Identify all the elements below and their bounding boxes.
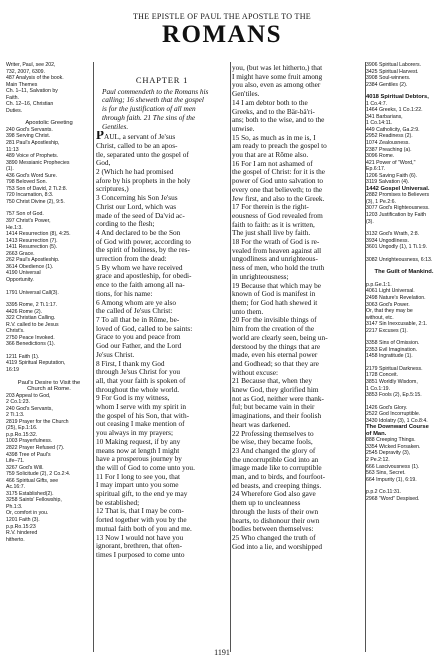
margin-reference: 398 Serving Christ.: [6, 133, 51, 140]
verse-line: 8 First, I thank my God: [96, 359, 165, 368]
margin-reference: 666 Lascivousness (1).: [366, 463, 420, 470]
margin-reference: (3).: [366, 218, 374, 225]
margin-reference: 2750 Peace Invoked.: [6, 334, 55, 341]
margin-reference: 3132 God's Wrath, 2:8.: [366, 231, 420, 238]
margin-reference: Paul's Desire to Visit the: [17, 379, 81, 386]
verse-line: throughout the whole world.: [96, 385, 180, 394]
verse-line: them; for God hath shewed it: [232, 298, 318, 307]
verses-column-a: [96, 131, 228, 559]
verse-line: 13 Now I would not have you: [96, 533, 184, 542]
verse-line: out ceasing I make mention of: [96, 420, 185, 429]
verse-line: loved of God, called to be saints:: [96, 324, 193, 333]
margin-reference: Church at Rome.: [27, 386, 71, 393]
verse-line: the uncorruptible God into an: [232, 455, 319, 464]
verse-line: 3 Concerning his Son Je'sus: [96, 194, 178, 203]
verse-line: heart was darkened.: [232, 420, 291, 429]
margin-reference: 3119 Salvation (4).: [366, 179, 410, 186]
margin-reference: 449 Catholicity, Ga.2:9.: [366, 126, 420, 133]
margin-reference: Ep.6:17.: [366, 166, 386, 173]
margin-reference: 3175 Established(2).: [6, 490, 54, 497]
margin-reference: 3077 God's Righteousness.: [366, 205, 430, 212]
verse-line: ful; but became vain in their: [232, 403, 315, 412]
verse-line: ans; both to the wise, and to the: [232, 116, 325, 125]
verse-line: 14 I am debtor both to the: [232, 98, 308, 107]
margin-reference: 1442 Gospel Universal.: [366, 185, 430, 192]
margin-reference: 3853 Fools (2), Ep.5:15.: [366, 392, 422, 399]
margin-reference: 2384 Gentiles (2).: [366, 81, 408, 88]
margin-reference: 487 Analysis of the book.: [6, 75, 64, 82]
margin-reference: 240 God's Servants.: [6, 126, 53, 133]
margin-reference: 4061 Light Universal.: [366, 288, 415, 295]
margin-reference: 1003 Prayerfulness.: [6, 438, 53, 445]
margin-reference: 3358 Sins of Omission.: [366, 340, 420, 347]
chapter-heading: CHAPTER 1: [135, 75, 189, 85]
margin-reference: 3147 Sin Inexcusable, 2:1.: [366, 321, 428, 328]
margin-reference: 1728 Conceit.: [366, 372, 399, 379]
verse-line: him from the creation of the: [232, 325, 315, 334]
margin-reference: Opportunity.: [6, 276, 34, 283]
margin-reference: 1201 Faith (3).: [6, 517, 40, 523]
margin-reference: without, etc.: [366, 314, 394, 321]
verse-line: eousness of God revealed from: [232, 211, 323, 220]
verse-line: all, that your faith is spoken of: [96, 376, 186, 385]
verse-line: 2 (Which he had promised: [96, 168, 174, 177]
verse-line: bodies between themselves:: [232, 525, 314, 534]
text-column-a: [96, 64, 228, 652]
margin-reference: 1413 Resurrection (7).: [6, 237, 58, 244]
margin-reference: 466 Spiritual Gifts, see: [6, 477, 59, 484]
verse-line: every one that believeth; to the: [232, 185, 323, 194]
verse-text: AUL, a servant of Je'sus: [103, 132, 176, 142]
verse-line: times I purposed to come unto: [96, 550, 185, 559]
margin-reference: Ph.1:3.: [6, 503, 23, 510]
margin-reference: 750 Christ Divine (2), 9:5.: [6, 198, 65, 205]
verse-line: unwise.: [232, 124, 255, 133]
verse-line: of God with power, according to: [96, 237, 191, 246]
margin-reference: p.p.2 Co.11:31.: [366, 489, 402, 496]
verse-line: through Je'sus Christ for you: [96, 368, 181, 377]
verse-line: be wise, they became fools,: [232, 438, 313, 447]
margin-reference: 3096 Rome.: [366, 153, 395, 160]
margin-reference: Or, that they may be: [366, 308, 413, 315]
verse-line: 15 So, as much as in me is, I: [232, 133, 316, 142]
verse-line: 9 For God is my witness,: [96, 394, 170, 403]
verse-line: 6 Among whom are ye also: [96, 298, 177, 307]
margin-reference: Faith.: [6, 94, 19, 101]
verse-line: 24 Wherefore God also gave: [232, 490, 316, 499]
verse-line: 20 For the invisible things of: [232, 316, 317, 325]
verse-line: Gen'tiles.: [232, 90, 260, 99]
margin-reference: 1458 Ingratitude (1).: [366, 353, 413, 360]
margin-reference: 4018 Spiritual Debtors,: [366, 94, 429, 101]
epistle-heading: THE EPISTLE OF PAUL THE APOSTLE TO THE: [132, 12, 311, 21]
margin-reference: 3890 Messianic Prophecies: [6, 159, 70, 166]
verse-line: ness of men, who hold the truth: [232, 264, 325, 273]
verse-line: cording to the flesh;: [96, 220, 155, 229]
verse-line: not as God, neither were thank-: [232, 394, 324, 403]
verse-line: derstood by the things that are: [232, 342, 321, 351]
margin-reference: 3934 Ungodliness.: [366, 237, 409, 244]
verse-line: ence to the faith among all na-: [96, 281, 185, 290]
margin-reference: 753 Son of David, 2 Ti.2:8.: [6, 185, 68, 192]
verse-line: the gospel of his Son, that with-: [96, 411, 190, 420]
margin-reference: 2968 "Word" Despised.: [366, 495, 420, 502]
margin-reference: 2353 Evil Imagination.: [366, 346, 418, 353]
column-rule-middle: [230, 62, 231, 652]
verse-line: am ready to preach the gospel to: [232, 142, 327, 151]
verse-line: the gospel of Christ: for it is the: [232, 168, 326, 177]
verse-line: scriptures,): [96, 185, 129, 194]
verse-line: image made like to corruptible: [232, 464, 322, 473]
verse-line: 7 To all that be in Rōme, be-: [96, 315, 180, 324]
margin-reference: 203 Appeal to God,: [6, 392, 51, 399]
margin-reference: 3082 Unrighteousness, 6:13.: [366, 256, 433, 263]
margin-reference: 2819 Prayer for the Church: [6, 418, 69, 425]
margin-reference: 1426 God's Glory.: [366, 404, 408, 411]
verse-line: the will of God to come unto you.: [96, 463, 195, 472]
verse-line: 12 That is, that I may be com-: [96, 507, 184, 516]
margin-reference: 3906 Spiritual Laborers.: [366, 62, 422, 68]
margin-reference: 281 Paul's Apostleship,: [6, 140, 60, 147]
verse-line: and Godhead; so that they are: [232, 359, 319, 368]
margin-reference: 732, 2007, 6309.: [6, 68, 45, 75]
margin-reference: 2498 Nature's Revelation.: [366, 294, 426, 301]
page-number: 1191: [214, 648, 230, 657]
verse-line: be established;: [96, 498, 140, 507]
margin-reference: (3), 1 Pe.2:6.: [366, 198, 396, 205]
margin-reference: 3267 God's Will.: [6, 464, 44, 471]
verse-line: world are clearly seen, being un-: [232, 333, 328, 342]
verse-line: 21 Because that, when they: [232, 377, 313, 386]
chapter-summary: [96, 88, 228, 132]
verse-line: have a prosperous journey by: [96, 455, 182, 464]
verse-line: ungodliness and unrighteous-: [232, 255, 318, 264]
verse-line: 23 And changed the glory of: [232, 446, 316, 455]
margin-reference: p.p.Ro.15:23: [6, 523, 36, 530]
margin-reference: 563 Sins, Secret.: [366, 470, 406, 477]
verse-line: 5 By whom we have received: [96, 263, 183, 272]
margin-reference: (25), Ep.1:16.: [6, 425, 38, 432]
verse-line: hearts, to dishonour their own: [232, 516, 320, 525]
verse-line: Christ our Lord, which was: [96, 202, 177, 211]
verse-line: Jew first, and also to the Greek.: [232, 194, 325, 203]
margin-reference: 4190 Universal: [6, 270, 41, 277]
margin-reference: p.p.Ro.15:32.: [6, 431, 38, 438]
margin-reference: 4119 Spiritual Reputation,: [6, 360, 66, 367]
margin-reference: 366 Benedictions (1).: [6, 341, 56, 348]
margin-reference: (1).: [6, 166, 14, 173]
margin-reference: 3851 Worldly Wisdom,: [366, 378, 418, 385]
summary-line: Gentiles.: [102, 122, 129, 131]
margin-reference: Christ's.: [6, 328, 25, 335]
book-title: ROMANS: [161, 21, 283, 48]
margin-reference: 1074 Zealousness.: [366, 140, 410, 147]
margin-reference: 1411 Resurrection (5).: [6, 244, 58, 251]
margin-reference: 16:19: [6, 366, 19, 373]
margin-reference: 664 Impurity (1), 6:19.: [366, 476, 417, 483]
margin-reference: 3425 Spiritual Harvest.: [366, 68, 419, 75]
margin-reference: The Guilt of Mankind.: [374, 269, 434, 276]
margin-reference: 3614 Obedience (1).: [6, 263, 54, 270]
margin-reference: 1464 Greeks, 1 Co.1:22.: [366, 107, 423, 114]
margin-reference: Ch. 1–11, Salvation by: [6, 88, 58, 95]
verse-line: ed beasts, and creeping things.: [232, 481, 322, 490]
verse-line: imaginations, and their foolish: [232, 412, 322, 421]
margin-reference: 2387 Preaching (a).: [366, 146, 412, 153]
margin-reference: 888 Creeping Things.: [366, 437, 416, 444]
margin-reference: 4398 Tree of Paul's: [6, 451, 51, 458]
margin-reference: 759 Solicitude (2), 2 Co.2:4.: [6, 471, 71, 478]
left-margin-references: [6, 62, 92, 652]
verse-line: unto them.: [232, 307, 264, 316]
verse-line: man, and to birds, and fourfoot-: [232, 473, 326, 482]
column-rule-left: [93, 62, 94, 652]
verse-line: Christ, called to be an apos-: [96, 141, 178, 150]
summary-line: is for the justification of all men: [102, 105, 196, 114]
margin-reference: Duties.: [6, 107, 23, 114]
margin-reference: Or, comfort in you.: [6, 510, 49, 517]
verse-line: 22 Professing themselves to: [232, 429, 314, 438]
right-margin-references: [366, 62, 442, 652]
verse-line: spiritual gift, to the end ye may: [96, 490, 188, 499]
margin-reference: 2545 Depravity (3),: [366, 450, 411, 457]
verse-line: urrection from the dead:: [96, 255, 167, 264]
margin-reference: Writer, Paul, see 202,: [6, 62, 56, 68]
margin-reference: 2522 God Incorruptible.: [366, 411, 421, 418]
verse-line: mutual faith both of you and me.: [96, 524, 192, 533]
margin-reference: 2 Ti.1:3.: [6, 412, 25, 419]
margin-reference: Ch. 12–16, Christian: [6, 101, 54, 108]
margin-reference: of Man.: [366, 430, 387, 437]
verse-line: 11 For I long to see you, that: [96, 472, 181, 481]
verse-line: the spirit of holiness, by the res-: [96, 246, 190, 255]
verse-line: made of the seed of Da'vid ac-: [96, 211, 185, 220]
verse-line: ignorant, brethren, that often-: [96, 542, 183, 551]
margin-reference: 1 Co.14:11.: [366, 120, 393, 127]
verse-line: without excuse:: [232, 368, 279, 377]
verse-line: God,: [96, 159, 111, 168]
margin-reference: 798 Beloved Son.: [6, 179, 47, 186]
margin-reference: 4426 Rome (2).: [6, 308, 43, 315]
verse-line: 16 For I am not ashamed of: [232, 159, 313, 168]
verse-line: tions, for his name:: [96, 289, 153, 298]
margin-reference: The Downward Course: [366, 424, 429, 431]
margin-reference: 1 Co.4:7.: [366, 100, 388, 107]
verse-line: 19 Because that which may be: [232, 281, 321, 290]
verse-line: [96, 131, 228, 142]
verse-line: God our Father, and the Lord: [96, 342, 182, 351]
verse-line: made, even his eternal power: [232, 351, 318, 360]
verse-line: in unrighteousness;: [232, 272, 289, 281]
margin-reference: 2 Co.1:23.: [6, 399, 30, 406]
margin-reference: hitherto.: [6, 536, 25, 543]
margin-reference: 489 Voice of Prophets.: [6, 153, 59, 160]
margin-reference: 2663 Grace.: [6, 250, 35, 257]
margin-reference: 3063 God's Power.: [366, 301, 410, 308]
margin-reference: 1203 Justification by Faith: [366, 212, 426, 219]
margin-reference: 2 Pe.2:12.: [366, 456, 390, 463]
verse-line: you always in my prayers;: [96, 429, 174, 438]
margin-reference: 1414 Resurrection (8), 4:25.: [6, 231, 71, 238]
verse-line: I might have some fruit among: [232, 72, 323, 81]
margin-reference: R.V. called to be Jesus: [6, 321, 59, 328]
verse-line: 17 For therein is the right-: [232, 203, 309, 212]
verse-line: 18 For the wrath of God is re-: [232, 238, 320, 247]
margin-reference: 757 Son of God.: [6, 211, 44, 218]
margin-reference: Life–71.: [6, 458, 25, 465]
margin-reference: 2179 Spiritual Darkness.: [366, 365, 423, 372]
drop-cap: P: [96, 131, 104, 142]
verse-line: grace and apostleship, for obedi-: [96, 272, 192, 281]
margin-reference: 421 Power of "Word,": [366, 159, 416, 166]
margin-reference: 2217 Excuses (1).: [366, 327, 408, 334]
margin-reference: He.1:3.: [6, 224, 23, 231]
margin-reference: 240 God's Servants,: [6, 405, 53, 412]
verse-line: Grace to you and peace from: [96, 333, 181, 342]
summary-line: through faith. 21 The sins of the: [102, 113, 196, 122]
verse-line: through the lusts of their own: [232, 507, 319, 516]
verse-line: Greeks, and to the Bär-bä'ri-: [232, 107, 315, 116]
verse-line: whom I serve with my spirit in: [96, 403, 186, 412]
verse-line: the called of Je'sus Christ:: [96, 307, 173, 316]
margin-reference: 2822 Prayer Refused (7).: [6, 444, 65, 451]
margin-reference: R.V. hindered: [6, 530, 38, 537]
margin-reference: 436 God's Word Sure.: [6, 172, 58, 179]
verse-line: means now at length I might: [96, 446, 180, 455]
margin-reference: Apostolic Greeting: [25, 120, 73, 127]
margin-reference: 720 Incarnation, 8:3.: [6, 192, 54, 199]
verse-line: power of God unto salvation to: [232, 177, 323, 186]
summary-line: Paul commendeth to the Romans his: [102, 87, 209, 96]
margin-reference: p.p.Ge.1:1.: [366, 281, 392, 288]
verse-line: forted together with you by the: [96, 516, 187, 525]
margin-reference: 11:13: [6, 146, 19, 153]
verse-line: them up to uncleanness: [232, 499, 301, 508]
margin-reference: 2952 Readiness (2).: [366, 133, 413, 140]
verse-line: known of God is manifest in: [232, 290, 316, 299]
margin-reference: 341 Barbarians,: [366, 113, 403, 120]
margin-reference: Main Themes: [6, 81, 38, 88]
verse-line: 10 Making request, if by any: [96, 437, 181, 446]
verse-line: you also, even as among other: [232, 81, 321, 90]
margin-reference: 3601 Ungodly (1), 1 Ti.1:9.: [366, 244, 428, 251]
verse-line: afore by his prophets in the holy: [96, 176, 191, 185]
verse-line: Je'sus Christ.: [96, 350, 135, 359]
verse-line: vealed from heaven against all: [232, 246, 322, 255]
margin-reference: 397 Christ's Power,: [6, 218, 51, 225]
text-column-b: [232, 64, 364, 652]
verse-line: The just shall live by faith.: [232, 229, 311, 238]
verse-line: you, (but was let hitherto,) that: [232, 64, 323, 72]
margin-reference: 3430 Idolatry (3), 1 Co.8:4.: [366, 417, 428, 424]
margin-reference: 3395 Rome, 2 Ti.1:17.: [6, 302, 58, 309]
verse-line: faith to faith: as it is written,: [232, 220, 315, 229]
margin-reference: 3908 Soul-winners.: [366, 75, 411, 82]
margin-reference: 1211 Faith (1).: [6, 353, 40, 360]
margin-reference: 1 Co.1:19.: [366, 385, 390, 392]
margin-reference: 2882 Promises to Believers: [366, 192, 430, 199]
margin-reference: 262 Paul's Apostleship.: [6, 257, 60, 264]
margin-reference: 1206 Saving Faith (6).: [366, 172, 418, 179]
verse-line: you that are at Rōme also.: [232, 151, 309, 160]
verse-line: tle, separated unto the gospel of: [96, 150, 189, 159]
margin-reference: Ac.16:7.: [6, 484, 26, 491]
verse-line: I may impart unto you some: [96, 481, 179, 490]
margin-reference: 322 Christian Calling.: [6, 315, 56, 322]
verse-line: God into a lie, and worshipped: [232, 542, 322, 551]
margin-reference: 3258 Saints' Fellowship,: [6, 497, 62, 504]
margin-reference: 3354 Wicked Forsaken.: [366, 443, 421, 450]
verse-line: 25 Who changed the truth of: [232, 533, 316, 542]
margin-reference: 1791 Universal Call(3).: [6, 289, 59, 296]
verse-line: knew God, they glorified him: [232, 386, 319, 395]
verse-line: 4 And declared to be the Son: [96, 228, 181, 237]
summary-line: calling; 16 sheweth that the gospel: [102, 96, 204, 105]
